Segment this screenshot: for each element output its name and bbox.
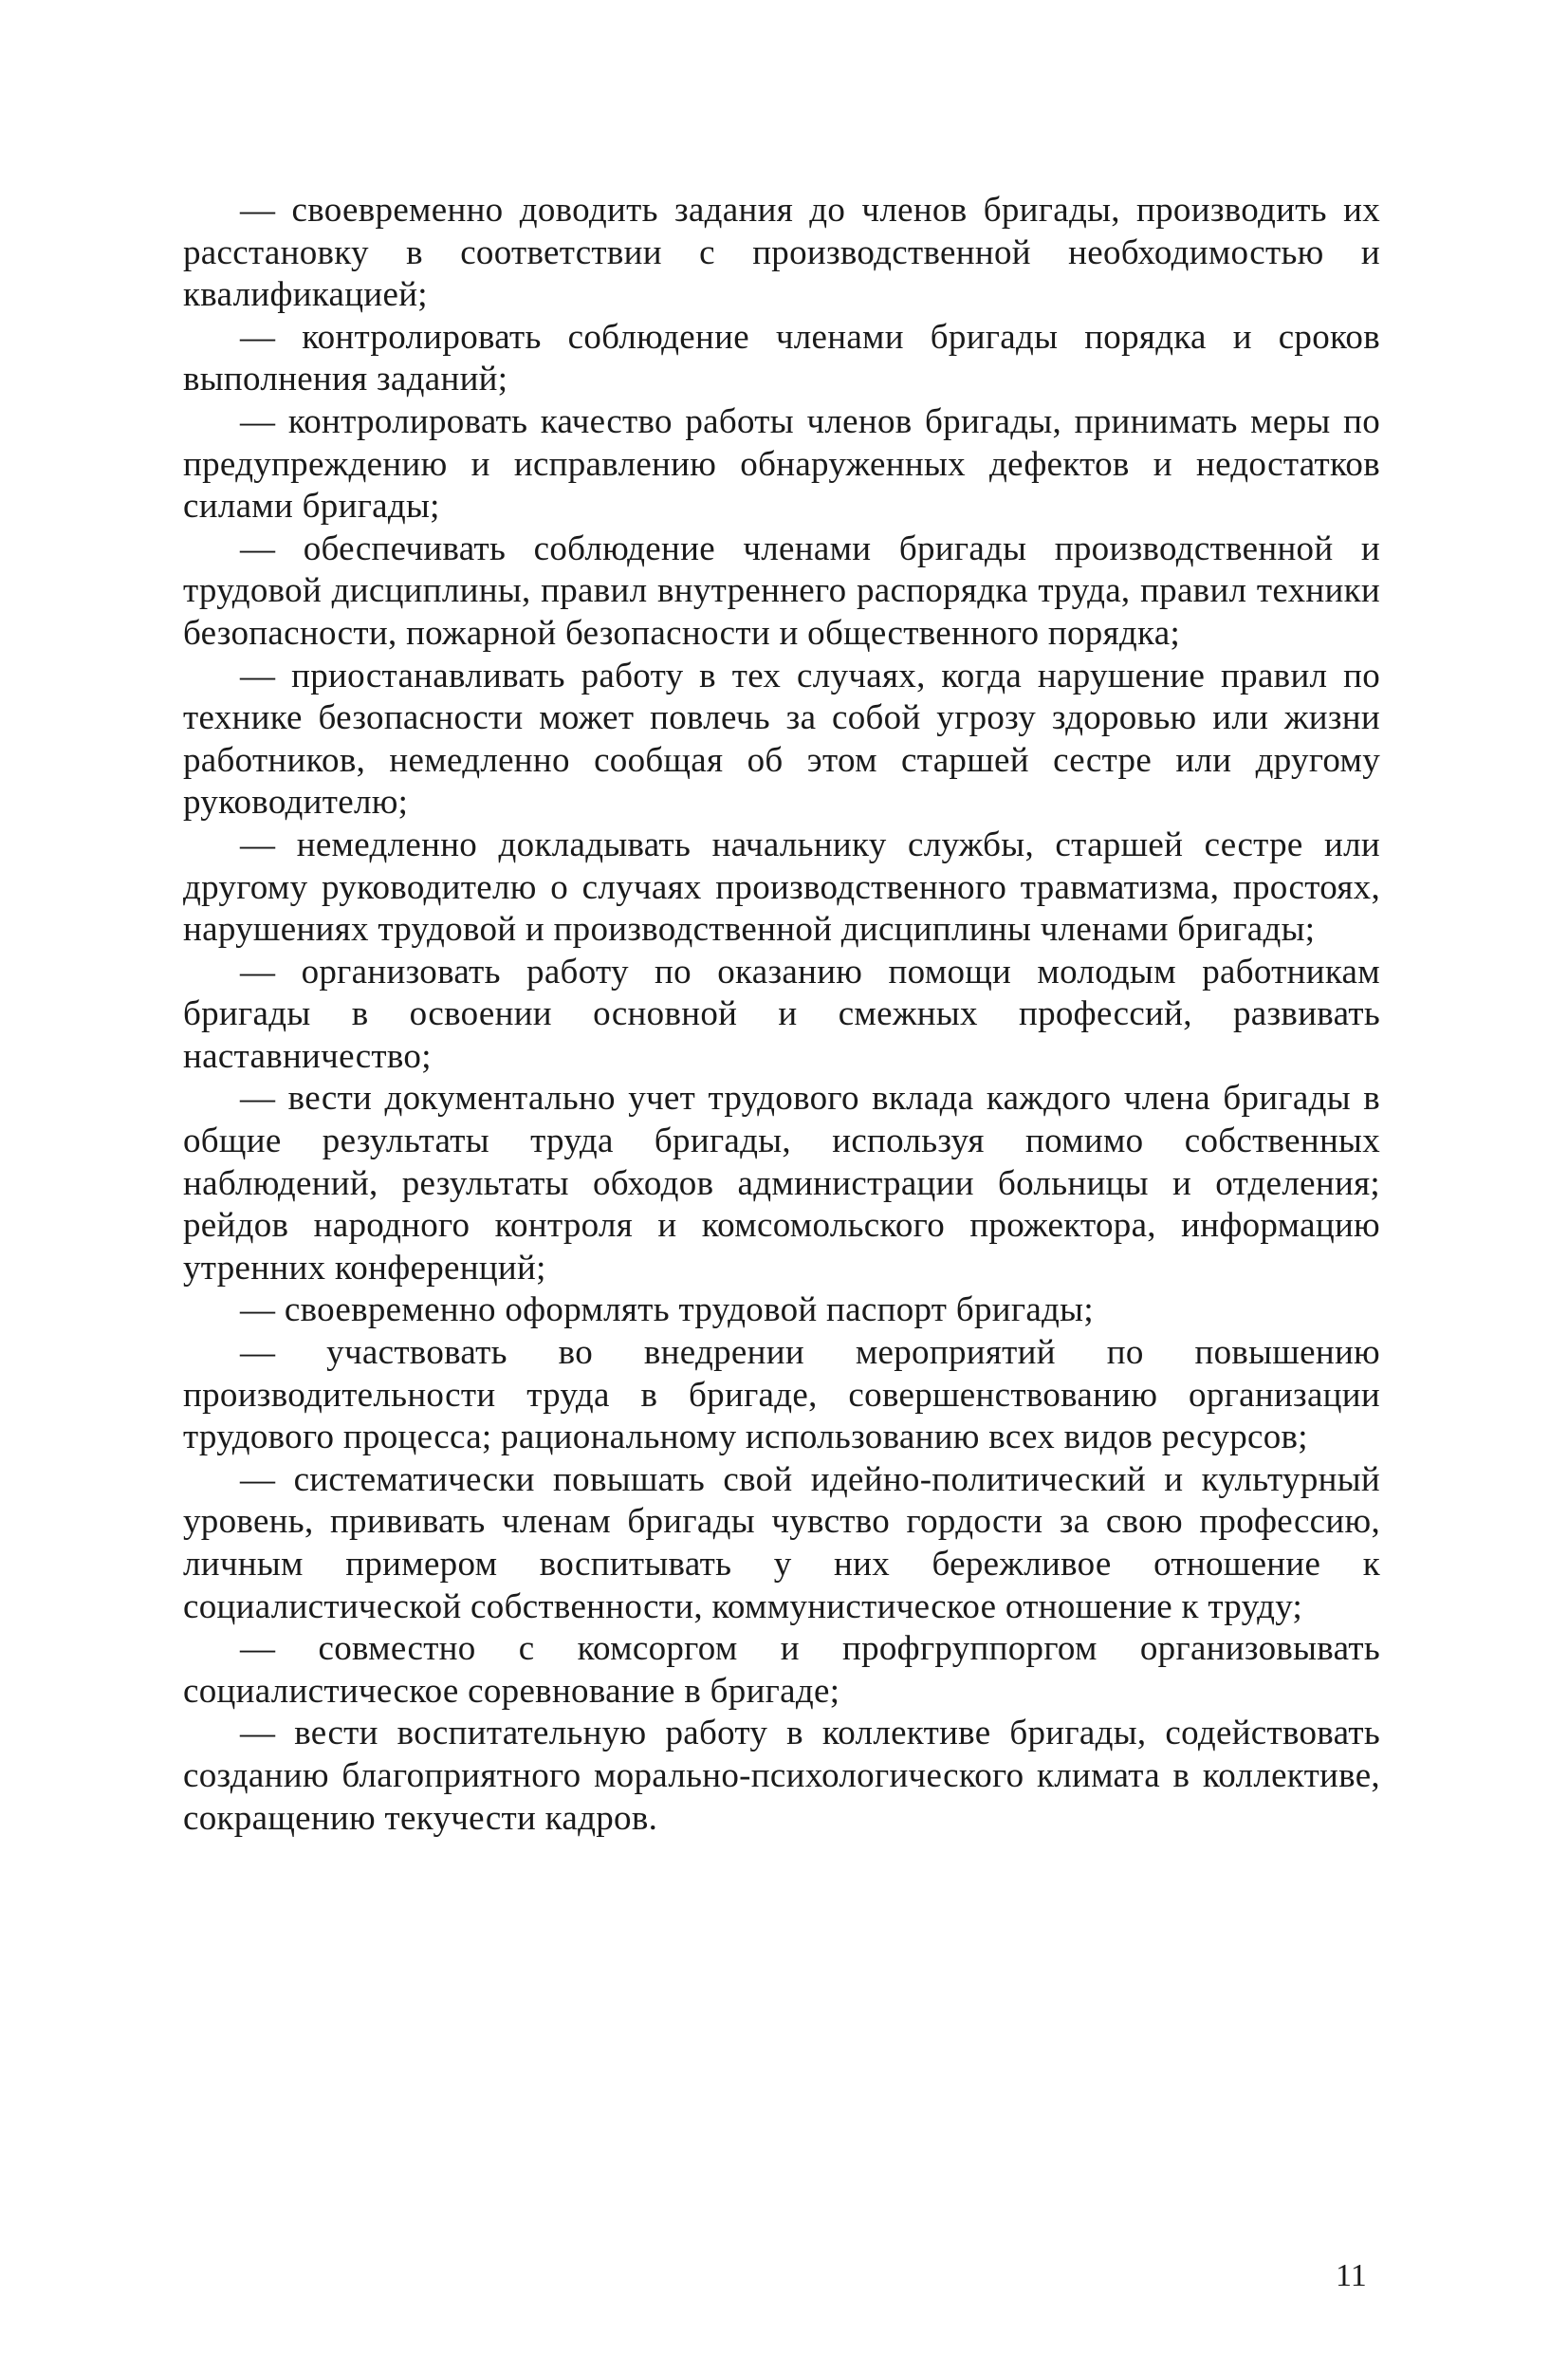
- page-number: 11: [1336, 2258, 1367, 2293]
- duty-paragraph: — контролировать качество работы членов бригады, принимать меры по предупреждению и исправлению обнаруженных дефектов и недостатков силами бригады;: [183, 401, 1380, 527]
- duty-paragraph: — немедленно докладывать начальнику службы, старшей сестре или другому руководителю о случаях производственного травматизма, простоях, нарушениях трудовой и производственной дисциплины членами бригады;: [183, 825, 1380, 950]
- duty-paragraph: — обеспечивать соблюдение членами бригады производственной и трудовой дисциплины, правил внутреннего распорядка труда, правил техники безопасности, пожарной безопасности и общественного порядка;: [183, 528, 1380, 653]
- duty-paragraph: — своевременно доводить задания до членов бригады, производить их расстановку в соответствии с производственной необходимостью и квалификацией;: [183, 191, 1380, 315]
- duty-paragraph: — своевременно оформлять трудовой паспорт бригады;: [240, 1290, 1094, 1330]
- duty-paragraph: — контролировать соблюдение членами бригады порядка и сроков выполнения заданий;: [183, 317, 1380, 399]
- duty-paragraph: — систематически повышать свой идейно-политический и культурный уровень, прививать членам бригады чувство гордости за свою профессию, личным примером воспитывать у них бережливое отношение к социалистической собственности, коммунистическое отношение к труду;: [183, 1459, 1380, 1626]
- duty-paragraph: — вести документально учет трудового вклада каждого члена бригады в общие результаты труда бригады, используя помимо собственных наблюдений, результаты обходов администрации больницы и отделения; рейдов народного контроля и комсомольского прожектора, информацию утренних конференций;: [183, 1079, 1380, 1288]
- duty-paragraph: — организовать работу по оказанию помощи молодым работникам бригады в освоении основной и смежных профессий, развивать наставничество;: [183, 952, 1380, 1076]
- duty-paragraph: — вести воспитательную работу в коллективе бригады, содействовать созданию благоприятного морально-психологического климата в коллективе, сокращению текучести кадров.: [183, 1714, 1380, 1838]
- duties-list: [183, 190, 1380, 1840]
- duty-paragraph: — совместно с комсоргом и профгруппоргом организовывать социалистическое соревнование в бригаде;: [183, 1629, 1380, 1711]
- duty-paragraph: — приостанавливать работу в тех случаях, когда нарушение правил по технике безопасности может повлечь за собой угрозу здоровью или жизни работников, немедленно сообщая об этом старшей сестре или другому руководителю;: [183, 656, 1380, 823]
- duty-paragraph: — участвовать во внедрении мероприятий по повышению производительности труда в бригаде, совершенствованию организации трудового процесса; рациональному использованию всех видов ресурсов;: [183, 1333, 1380, 1457]
